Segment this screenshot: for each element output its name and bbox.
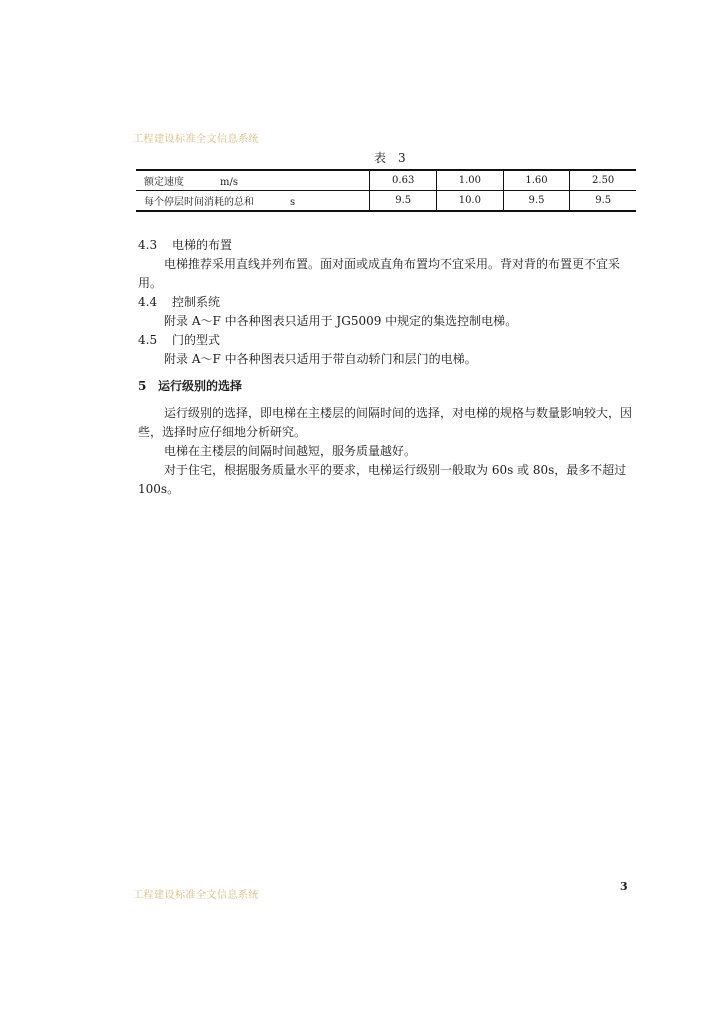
watermark-bottom: 工程建设标准全文信息系统: [133, 890, 259, 901]
table-caption: [374, 149, 408, 166]
section-5-paragraph-2: 电梯在主楼层的间隔时间越短，服务质量越好。: [164, 444, 417, 458]
table-cell: 1.60: [503, 170, 570, 191]
document-body: [138, 236, 638, 499]
section-number: 4.4: [138, 295, 158, 309]
page-number: 3: [620, 880, 628, 893]
section-title: 门的型式: [172, 333, 221, 347]
section-heading-4-5: [138, 331, 638, 350]
row-label: [136, 191, 370, 212]
table-row: [136, 191, 636, 212]
row-name: 每个停层时间消耗的总和: [144, 197, 254, 208]
table-cell: 9.5: [503, 191, 570, 212]
section-number: 4.5: [138, 333, 158, 347]
table-cell: 1.00: [437, 170, 504, 191]
watermark-top: 工程建设标准全文信息系统: [133, 134, 259, 145]
section-number: 4.3: [138, 238, 158, 252]
table-cell: 0.63: [370, 170, 437, 191]
row-label: [136, 170, 370, 191]
table-cell: 9.5: [370, 191, 437, 212]
section-title: 运行级别的选择: [158, 379, 243, 393]
row-name: 额定速度: [144, 177, 184, 188]
table-cell: 2.50: [570, 170, 636, 191]
section-number: 5: [138, 379, 147, 393]
section-5-paragraph-3: 对于住宅，根据服务质量水平的要求，电梯运行级别一般取为 60s 或 80s，最多不超过 100s。: [138, 463, 627, 496]
section-title: 控制系统: [172, 295, 221, 309]
section-heading-5: [138, 377, 638, 396]
section-title: 电梯的布置: [172, 238, 233, 252]
table-row: [136, 170, 636, 191]
table-caption-number: 3: [398, 151, 408, 165]
section-4-3-text: 电梯推荐采用直线并列布置。面对面或成直角布置均不宜采用。背对背的布置更不宜采用。: [138, 257, 621, 290]
table-caption-label: 表: [374, 151, 389, 165]
speed-time-table: [136, 169, 636, 212]
section-heading-4-4: [138, 293, 638, 312]
row-unit: s: [290, 197, 296, 208]
section-4-4-text: 附录 A～F 中各种图表只适用于 JG5009 中规定的集选控制电梯。: [164, 314, 518, 328]
table-cell: 10.0: [437, 191, 504, 212]
section-5-paragraph-1: 运行级别的选择，即电梯在主楼层的间隔时间的选择，对电梯的规格与数量影响较大，因些，选择时应仔细地分析研究。: [138, 406, 633, 439]
row-unit: m/s: [220, 177, 238, 188]
table-cell: 9.5: [570, 191, 636, 212]
section-4-5-text: 附录 A～F 中各种图表只适用于带自动轿门和层门的电梯。: [164, 352, 477, 366]
section-heading-4-3: [138, 236, 638, 255]
